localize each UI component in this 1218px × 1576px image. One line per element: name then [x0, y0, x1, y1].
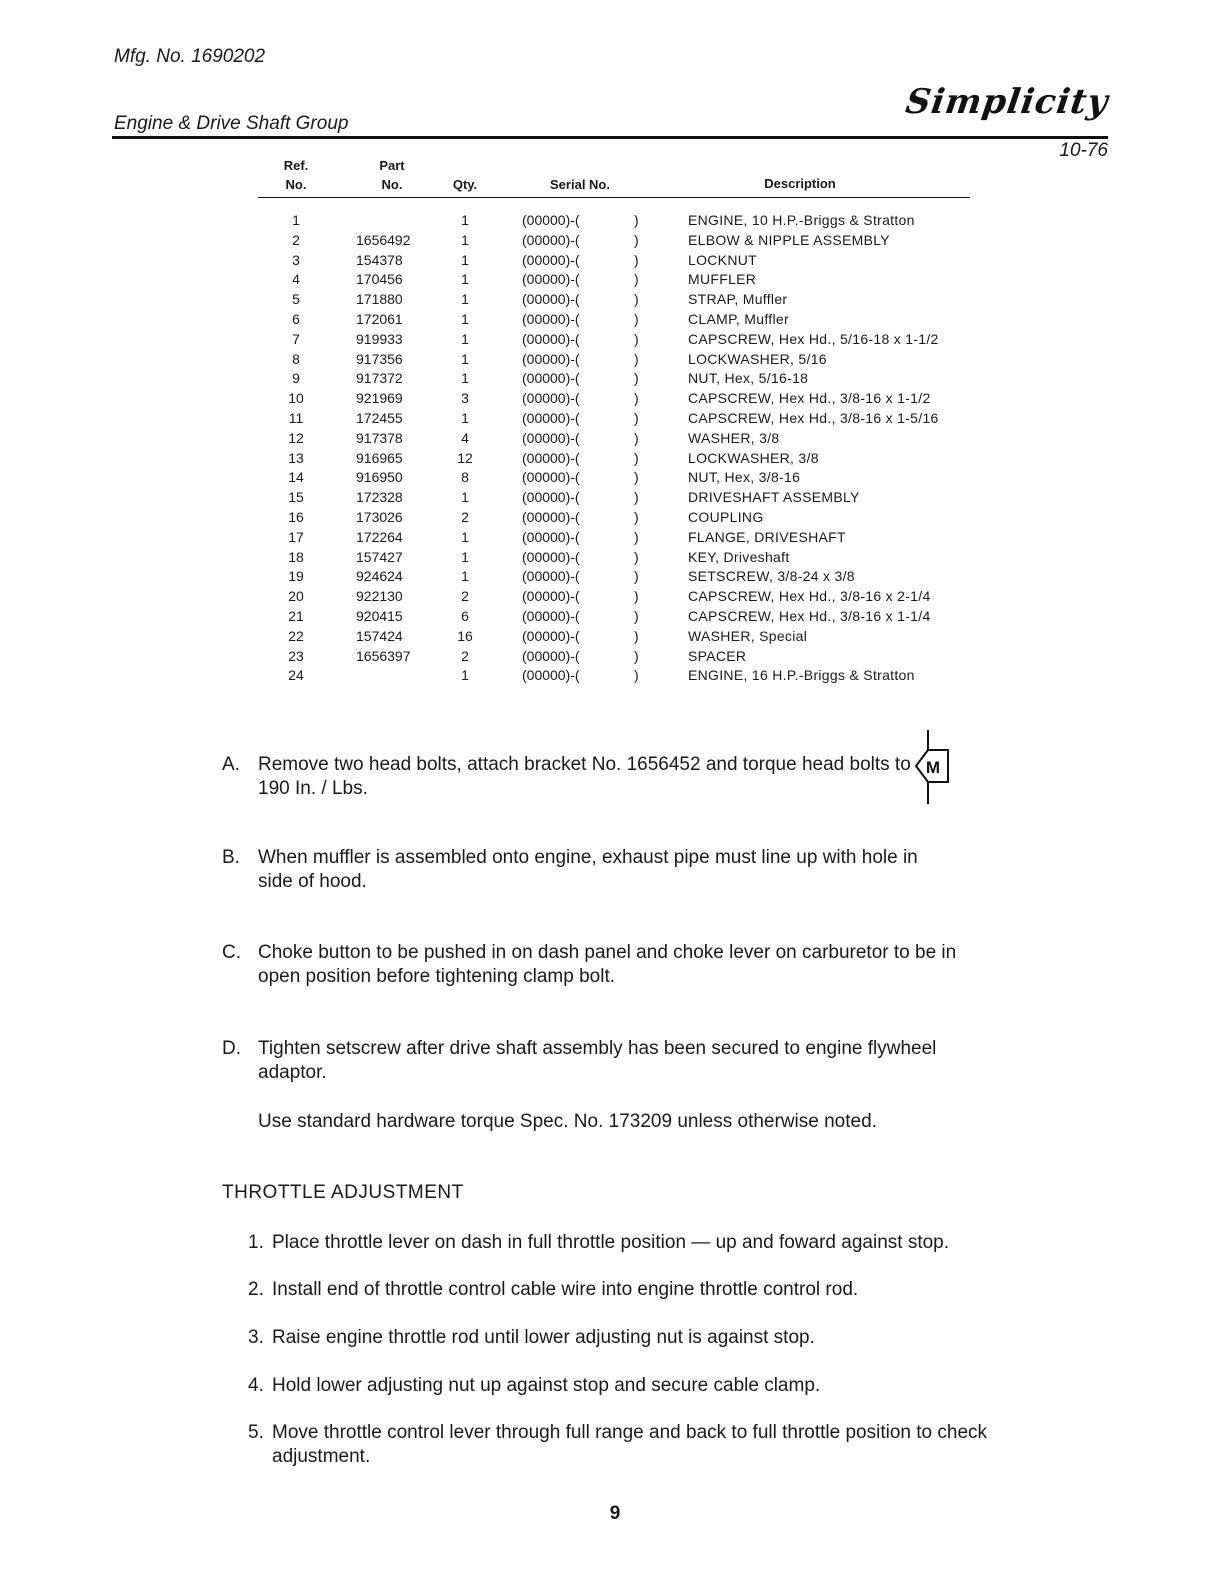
cell-desc: LOCKWASHER, 5/16 [688, 350, 827, 367]
table-row [0, 311, 1218, 331]
col-header-part: Part No. [379, 158, 405, 192]
cell-serial: (00000)-( [522, 509, 580, 525]
table-row [0, 608, 1218, 628]
cell-serial: (00000)-( [522, 410, 580, 426]
cell-close: ) [634, 350, 639, 367]
cell-serial: (00000)-( [522, 568, 580, 585]
cell-desc: MUFFLER [688, 271, 757, 288]
cell-part: 170456 [356, 271, 403, 288]
cell-part: 154378 [356, 251, 403, 268]
cell-part: 921969 [356, 390, 403, 407]
cell-close: ) [634, 528, 639, 545]
cell-qty: 6 [461, 608, 469, 624]
cell-serial: (00000)-( [522, 311, 580, 327]
cell-desc: ENGINE, 10 H.P.-Briggs & Stratton [688, 212, 915, 228]
cell-qty: 1 [461, 212, 469, 228]
cell-qty: 2 [461, 647, 469, 664]
cell-ref: 15 [288, 489, 304, 506]
table-row [0, 667, 1218, 687]
table-row [0, 390, 1218, 410]
cell-ref: 22 [288, 627, 304, 644]
cell-desc: DRIVESHAFT ASSEMBLY [688, 489, 860, 506]
note-b-text: When muffler is assembled onto engine, exhaust pipe must line up with hole in side of hood. [258, 847, 918, 892]
cell-desc: CAPSCREW, Hex Hd., 3/8-16 x 2-1/4 [688, 588, 931, 605]
cell-desc: CAPSCREW, Hex Hd., 5/16-18 x 1-1/2 [688, 330, 939, 347]
cell-part: 172455 [356, 410, 403, 426]
cell-ref: 8 [292, 350, 300, 367]
header-rule [112, 136, 1108, 139]
cell-ref: 20 [288, 588, 304, 605]
cell-part: 157427 [356, 548, 403, 565]
table-row [0, 648, 1218, 668]
cell-serial: (00000)-( [522, 548, 580, 565]
cell-desc: ENGINE, 16 H.P.-Briggs & Stratton [688, 667, 915, 684]
cell-close: ) [634, 588, 639, 605]
cell-close: ) [634, 311, 639, 327]
cell-qty: 1 [461, 489, 469, 506]
cell-part: 172328 [356, 489, 403, 506]
table-row [0, 212, 1218, 232]
table-row [0, 489, 1218, 509]
col-header-ref: Ref. No. [283, 158, 309, 192]
table-row [0, 351, 1218, 371]
cell-serial: (00000)-( [522, 429, 580, 446]
cell-ref: 24 [288, 667, 304, 684]
cell-ref: 18 [288, 548, 304, 565]
cell-ref: 14 [288, 469, 304, 486]
cell-close: ) [634, 410, 639, 426]
cell-qty: 12 [457, 449, 473, 466]
standard-torque-note: Use standard hardware torque Spec. No. 173209 unless otherwise noted. [258, 1111, 877, 1132]
cell-part: 917356 [356, 350, 403, 367]
cell-part: 1656492 [356, 231, 411, 248]
cell-close: ) [634, 608, 639, 624]
cell-ref: 17 [288, 528, 304, 545]
cell-ref: 16 [288, 509, 304, 525]
cell-serial: (00000)-( [522, 390, 580, 407]
cell-serial: (00000)-( [522, 350, 580, 367]
cell-close: ) [634, 370, 639, 387]
cell-part: 916950 [356, 469, 403, 486]
step-text: Install end of throttle control cable wire into engine throttle control rod. [272, 1279, 859, 1300]
cell-part: 920415 [356, 608, 403, 624]
cell-serial: (00000)-( [522, 588, 580, 605]
throttle-step [248, 1374, 1048, 1398]
cell-serial: (00000)-( [522, 489, 580, 506]
cell-close: ) [634, 647, 639, 664]
note-c-letter: C. [222, 942, 241, 963]
cell-ref: 2 [292, 231, 300, 248]
table-row [0, 469, 1218, 489]
table-row [0, 568, 1218, 588]
table-row [0, 370, 1218, 390]
cell-close: ) [634, 449, 639, 466]
cell-qty: 1 [461, 370, 469, 387]
cell-part: 172264 [356, 528, 403, 545]
cell-part: 917372 [356, 370, 403, 387]
cell-desc: NUT, Hex, 5/16-18 [688, 370, 809, 387]
cell-serial: (00000)-( [522, 528, 580, 545]
note-d-letter: D. [222, 1038, 241, 1059]
step-number: 4. [248, 1375, 264, 1396]
cell-desc: KEY, Driveshaft [688, 548, 790, 565]
cell-close: ) [634, 212, 639, 228]
cell-part: 1656397 [356, 647, 411, 664]
cell-serial: (00000)-( [522, 291, 580, 308]
cell-desc: CAPSCREW, Hex Hd., 3/8-16 x 1-5/16 [688, 410, 939, 426]
note-a-text: Remove two head bolts, attach bracket No. 1656452 and torque head bolts to 190 In. / Lbs. [258, 754, 911, 799]
cell-ref: 3 [292, 251, 300, 268]
table-row [0, 628, 1218, 648]
cell-desc: WASHER, Special [688, 627, 808, 644]
cell-close: ) [634, 231, 639, 248]
torque-marker-label: M [925, 758, 941, 777]
table-row [0, 509, 1218, 529]
cell-desc: FLANGE, DRIVESHAFT [688, 528, 846, 545]
note-a-letter: A. [222, 754, 240, 775]
cell-ref: 4 [292, 271, 300, 288]
cell-desc: LOCKNUT [688, 251, 757, 268]
cell-qty: 1 [461, 271, 469, 288]
cell-qty: 1 [461, 231, 469, 248]
table-row [0, 588, 1218, 608]
table-row [0, 291, 1218, 311]
cell-serial: (00000)-( [522, 330, 580, 347]
cell-ref: 6 [292, 311, 300, 327]
cell-serial: (00000)-( [522, 271, 580, 288]
cell-part: 171880 [356, 291, 403, 308]
throttle-step [248, 1278, 1048, 1302]
cell-serial: (00000)-( [522, 251, 580, 268]
cell-serial: (00000)-( [522, 667, 580, 684]
cell-qty: 1 [461, 528, 469, 545]
cell-desc: CLAMP, Muffler [688, 311, 789, 327]
cell-ref: 9 [292, 370, 300, 387]
step-number: 5. [248, 1422, 264, 1443]
cell-desc: SPACER [688, 647, 747, 664]
torque-marker-icon [910, 730, 956, 804]
cell-ref: 21 [288, 608, 304, 624]
cell-ref: 7 [292, 330, 300, 347]
cell-part: 922130 [356, 588, 403, 605]
cell-desc: STRAP, Muffler [688, 291, 788, 308]
table-row [0, 232, 1218, 252]
table-row [0, 529, 1218, 549]
table-header-rule [258, 197, 970, 198]
cell-close: ) [634, 291, 639, 308]
cell-qty: 1 [461, 251, 469, 268]
cell-close: ) [634, 627, 639, 644]
cell-serial: (00000)-( [522, 469, 580, 486]
cell-qty: 2 [461, 588, 469, 605]
cell-ref: 23 [288, 647, 304, 664]
cell-qty: 1 [461, 410, 469, 426]
table-row [0, 430, 1218, 450]
table-row [0, 271, 1218, 291]
col-header-description: Description [764, 176, 836, 191]
throttle-adjustment-title: THROTTLE ADJUSTMENT [222, 1182, 464, 1203]
cell-desc: WASHER, 3/8 [688, 429, 780, 446]
table-row [0, 331, 1218, 351]
cell-qty: 1 [461, 568, 469, 585]
note-c-text: Choke button to be pushed in on dash panel and choke lever on carburetor to be in open position before tightening clamp bolt. [258, 942, 957, 987]
table-row [0, 450, 1218, 470]
note-d-text: Tighten setscrew after drive shaft assembly has been secured to engine flywheel adaptor. [258, 1038, 937, 1083]
throttle-step [248, 1231, 1048, 1255]
cell-serial: (00000)-( [522, 449, 580, 466]
step-number: 2. [248, 1279, 264, 1300]
cell-ref: 19 [288, 568, 304, 585]
note-a [222, 753, 982, 801]
mfg-number: Mfg. No. 1690202 [114, 46, 266, 67]
page-number: 9 [609, 1503, 621, 1524]
cell-serial: (00000)-( [522, 608, 580, 624]
cell-close: ) [634, 509, 639, 525]
cell-serial: (00000)-( [522, 370, 580, 387]
cell-part: 917378 [356, 429, 403, 446]
cell-close: ) [634, 469, 639, 486]
note-b [222, 846, 982, 894]
cell-close: ) [634, 271, 639, 288]
cell-close: ) [634, 667, 639, 684]
cell-qty: 16 [457, 627, 473, 644]
cell-part: 919933 [356, 330, 403, 347]
cell-serial: (00000)-( [522, 231, 580, 248]
cell-ref: 1 [292, 212, 300, 228]
cell-serial: (00000)-( [522, 212, 580, 228]
cell-qty: 1 [461, 667, 469, 684]
step-number: 1. [248, 1232, 264, 1253]
step-text: Raise engine throttle rod until lower adjusting nut is against stop. [272, 1327, 815, 1348]
step-text: Move throttle control lever through full range and back to full throttle position to check adjustment. [272, 1422, 988, 1467]
table-row [0, 549, 1218, 569]
cell-part: 172061 [356, 311, 403, 327]
cell-part: 924624 [356, 568, 403, 585]
cell-qty: 4 [461, 429, 469, 446]
cell-ref: 10 [288, 390, 304, 407]
cell-desc: COUPLING [688, 509, 764, 525]
cell-ref: 5 [292, 291, 300, 308]
cell-qty: 1 [461, 350, 469, 367]
step-text: Hold lower adjusting nut up against stop and secure cable clamp. [272, 1375, 821, 1396]
cell-close: ) [634, 489, 639, 506]
cell-close: ) [634, 251, 639, 268]
cell-qty: 2 [461, 509, 469, 525]
cell-desc: CAPSCREW, Hex Hd., 3/8-16 x 1-1/4 [688, 608, 931, 624]
cell-desc: SETSCREW, 3/8-24 x 3/8 [688, 568, 855, 585]
cell-ref: 12 [288, 429, 304, 446]
cell-part: 916965 [356, 449, 403, 466]
cell-desc: CAPSCREW, Hex Hd., 3/8-16 x 1-1/2 [688, 390, 931, 407]
cell-desc: ELBOW & NIPPLE ASSEMBLY [688, 231, 890, 248]
cell-qty: 1 [461, 330, 469, 347]
cell-close: ) [634, 568, 639, 585]
cell-qty: 8 [461, 469, 469, 486]
cell-qty: 1 [461, 291, 469, 308]
cell-qty: 3 [461, 390, 469, 407]
cell-desc: LOCKWASHER, 3/8 [688, 449, 819, 466]
cell-part: 157424 [356, 627, 403, 644]
throttle-step [248, 1421, 1048, 1469]
col-header-qty: Qty. [452, 177, 478, 192]
step-number: 3. [248, 1327, 264, 1348]
cell-desc: NUT, Hex, 3/8-16 [688, 469, 801, 486]
brand-logo: Simplicity [903, 82, 1111, 122]
cell-qty: 1 [461, 311, 469, 327]
step-text: Place throttle lever on dash in full throttle position — up and foward against stop. [272, 1232, 950, 1253]
table-row [0, 252, 1218, 272]
cell-qty: 1 [461, 548, 469, 565]
cell-serial: (00000)-( [522, 647, 580, 664]
note-d [222, 1037, 982, 1085]
note-c [222, 941, 982, 989]
throttle-step [248, 1326, 1048, 1350]
revision-date: 10-76 [1059, 140, 1108, 161]
cell-serial: (00000)-( [522, 627, 580, 644]
cell-ref: 11 [288, 410, 304, 426]
cell-close: ) [634, 548, 639, 565]
col-header-serial: Serial No. [550, 177, 610, 192]
cell-close: ) [634, 330, 639, 347]
note-b-letter: B. [222, 847, 240, 868]
cell-close: ) [634, 429, 639, 446]
table-row [0, 410, 1218, 430]
cell-part: 173026 [356, 509, 403, 525]
cell-ref: 13 [288, 449, 304, 466]
cell-close: ) [634, 390, 639, 407]
group-title: Engine & Drive Shaft Group [114, 113, 349, 134]
